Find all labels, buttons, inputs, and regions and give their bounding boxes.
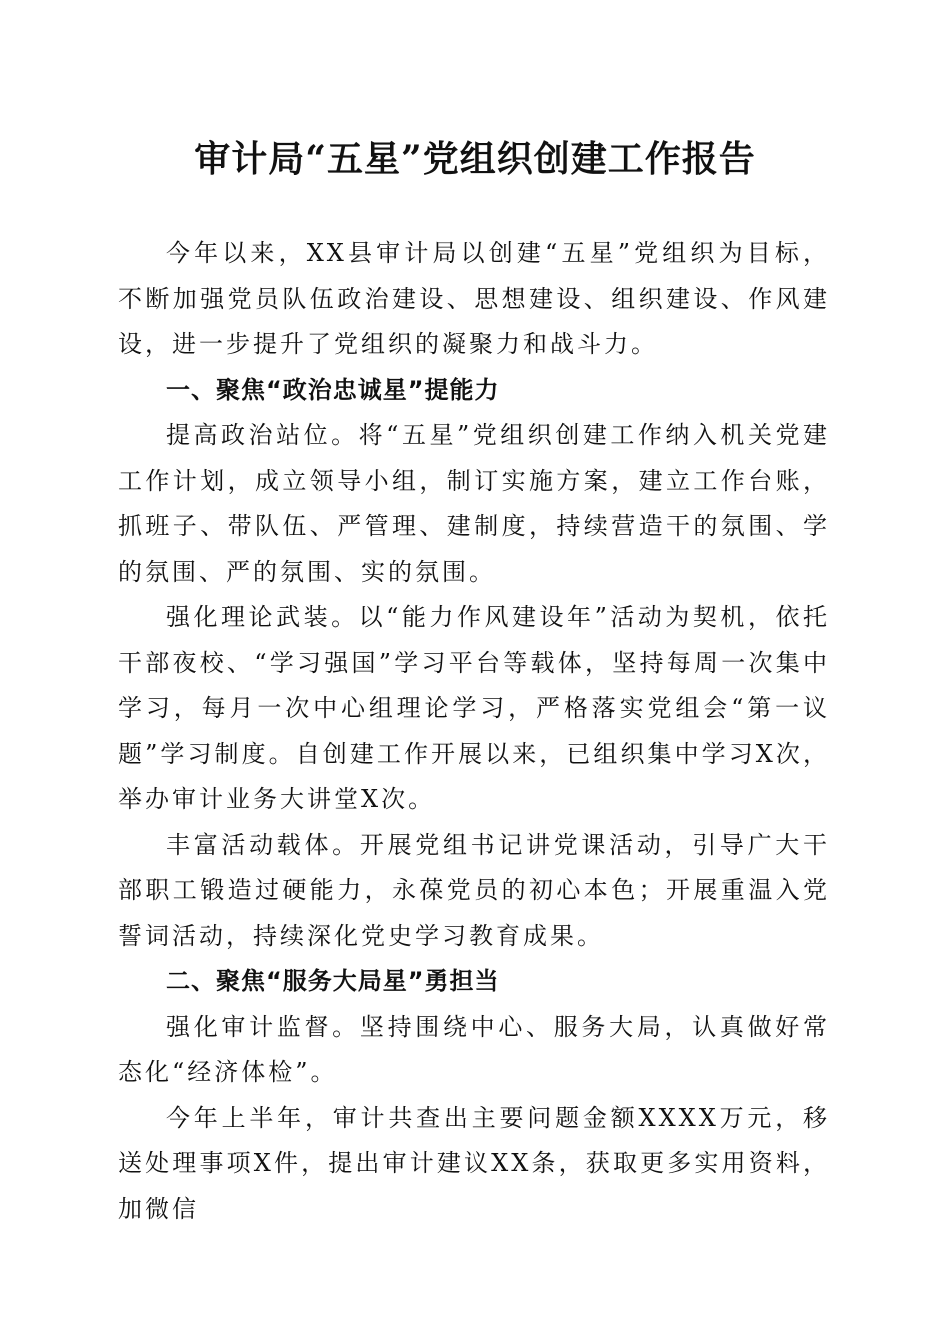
section-2-paragraph-2: 今年上半年，审计共查出主要问题金额XXXX万元，移送处理事项X件，提出审计建议XX条，获取更多实用资料，加微信 bbox=[118, 1103, 830, 1223]
document-body bbox=[118, 231, 830, 1232]
section-1-paragraph-3: 丰富活动载体。开展党组书记讲党课活动，引导广大干部职工锻造过硬能力，永葆党员的初心本色；开展重温入党誓词活动，持续深化党史学习教育成果。 bbox=[118, 830, 830, 950]
section-1-paragraph-2: 强化理论武装。以“能力作风建设年”活动为契机，依托干部夜校、“学习强国”学习平台等载体，坚持每周一次集中学习，每月一次中心组理论学习，严格落实党组会“第一议题”学习制度。自创建工作开展以来，已组织集中学习X次，举办审计业务大讲堂X次。 bbox=[118, 603, 830, 813]
section-2-paragraph-1: 强化审计监督。坚持围绕中心、服务大局，认真做好常态化“经济体检”。 bbox=[118, 1012, 830, 1086]
section-1-paragraph-1: 提高政治站位。将“五星”党组织创建工作纳入机关党建工作计划，成立领导小组，制订实施方案，建立工作台账，抓班子、带队伍、严管理、建制度，持续营造干的氛围、学的氛围、严的氛围、实的氛围。 bbox=[118, 421, 830, 586]
section-2-heading: 二、聚焦“服务大局星”勇担当 bbox=[166, 967, 500, 995]
document-title: 审计局“五星”党组织创建工作报告 bbox=[194, 138, 756, 180]
intro-paragraph: 今年以来，XX县审计局以创建“五星”党组织为目标，不断加强党员队伍政治建设、思想建设、组织建设、作风建设，进一步提升了党组织的凝聚力和战斗力。 bbox=[118, 239, 830, 358]
section-1-heading: 一、聚焦“政治忠诚星”提能力 bbox=[166, 375, 500, 404]
